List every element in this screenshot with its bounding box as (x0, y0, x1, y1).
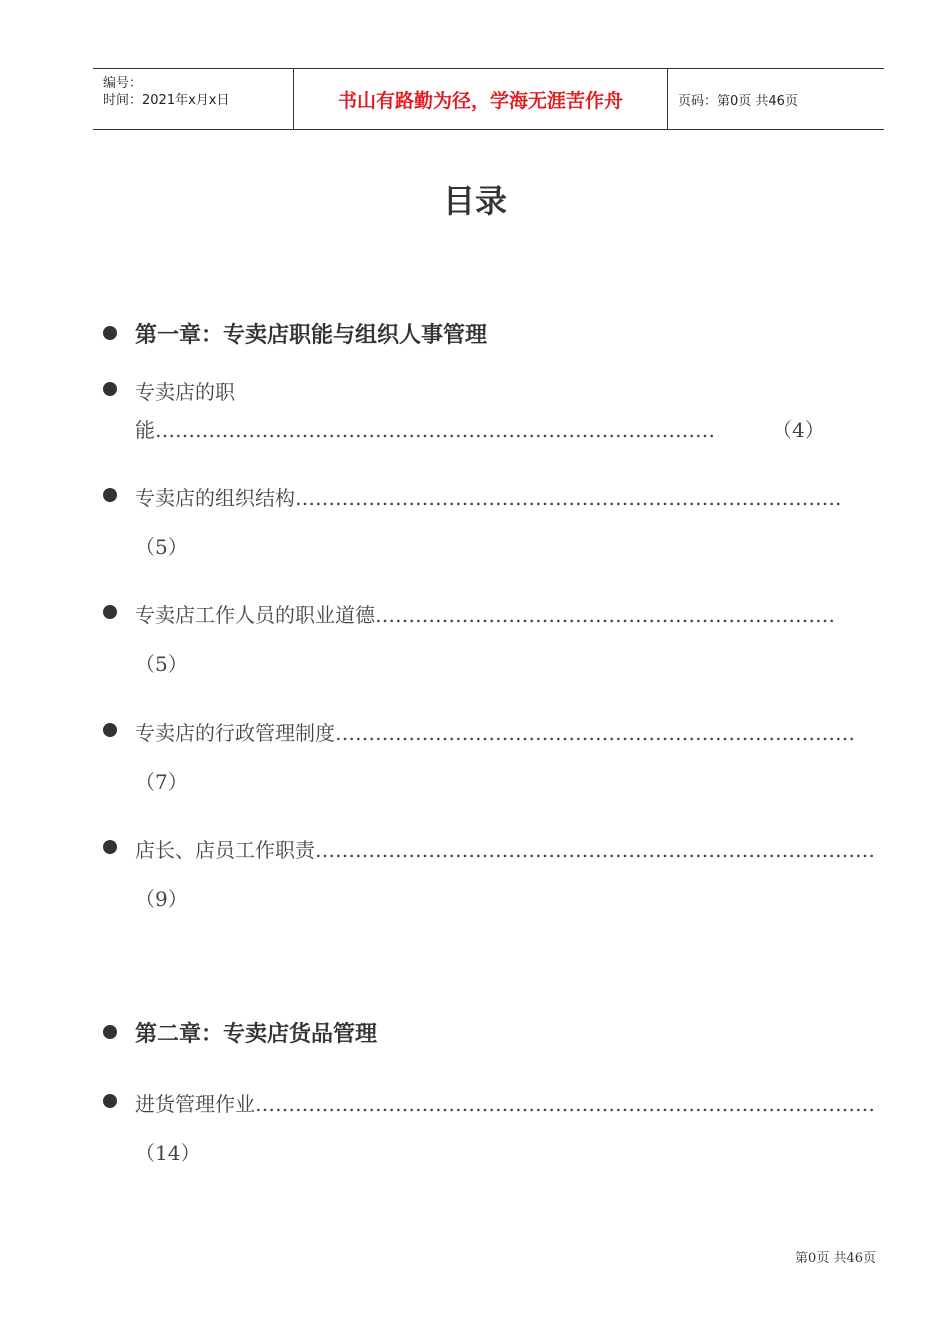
toc-entry-page: （4） (772, 418, 825, 442)
toc-entry-page: （5） (135, 535, 188, 559)
bullet-icon (103, 723, 117, 737)
chapter-title: 第二章：专卖店货品管理 (135, 1022, 378, 1047)
bullet-icon (103, 1094, 117, 1108)
toc-entry-page: （14） (135, 1141, 201, 1165)
document-header (93, 68, 884, 130)
header-page-cell (668, 69, 884, 129)
toc-leader-dots: ………………………………………………………………………… (155, 418, 715, 442)
header-info-cell (93, 69, 294, 129)
header-page-info: 页码：第0页 共46页 (678, 94, 798, 109)
page-title: 目录 (442, 182, 507, 220)
bullet-icon (103, 488, 117, 502)
toc-entry (135, 482, 841, 511)
toc-entry (135, 834, 875, 863)
header-motto: 书山有路勤为径，学海无涯苦作舟 (337, 90, 623, 112)
toc-entry (135, 1088, 875, 1117)
bullet-icon (103, 1025, 117, 1039)
toc-entry-text: 专卖店的职 (135, 380, 235, 404)
toc-leader-dots: …………………………………………………………… (375, 603, 835, 627)
toc-leader-dots: ………………………………………………………………………………… (255, 1092, 875, 1116)
toc-entry (135, 717, 855, 746)
page-footer: 第0页 共46页 (795, 1251, 876, 1266)
toc-entry-text: 进货管理作业 (135, 1092, 255, 1116)
toc-entry-text: 专卖店工作人员的职业道德 (135, 603, 375, 627)
toc-leader-dots: ………………………………………………………………………. (295, 486, 842, 510)
toc-entry-page: （7） (135, 770, 188, 794)
toc-entry-text-line2: 能 (135, 418, 155, 442)
toc-entry-text: 专卖店的行政管理制度 (135, 721, 335, 745)
toc-entry (135, 599, 835, 628)
toc-entry-page: （9） (135, 887, 188, 911)
chapter-title: 第一章：专卖店职能与组织人事管理 (135, 323, 488, 348)
document-number-label: 编号： (103, 76, 143, 91)
toc-entry-text: 专卖店的组织结构 (135, 486, 295, 510)
bullet-icon (103, 326, 117, 340)
bullet-icon (103, 605, 117, 619)
document-date: 时间：2021年x月x日 (103, 93, 230, 108)
toc-leader-dots: ………………………………………………………………………… (315, 838, 875, 862)
header-motto-cell (294, 69, 668, 129)
toc-leader-dots: …………………………………………………………………… (335, 721, 855, 745)
toc-entry-text-continued (135, 414, 715, 443)
toc-entry-text: 店长、店员工作职责 (135, 838, 315, 862)
bullet-icon (103, 840, 117, 854)
bullet-icon (103, 382, 117, 396)
toc-entry-page: （5） (135, 652, 188, 676)
